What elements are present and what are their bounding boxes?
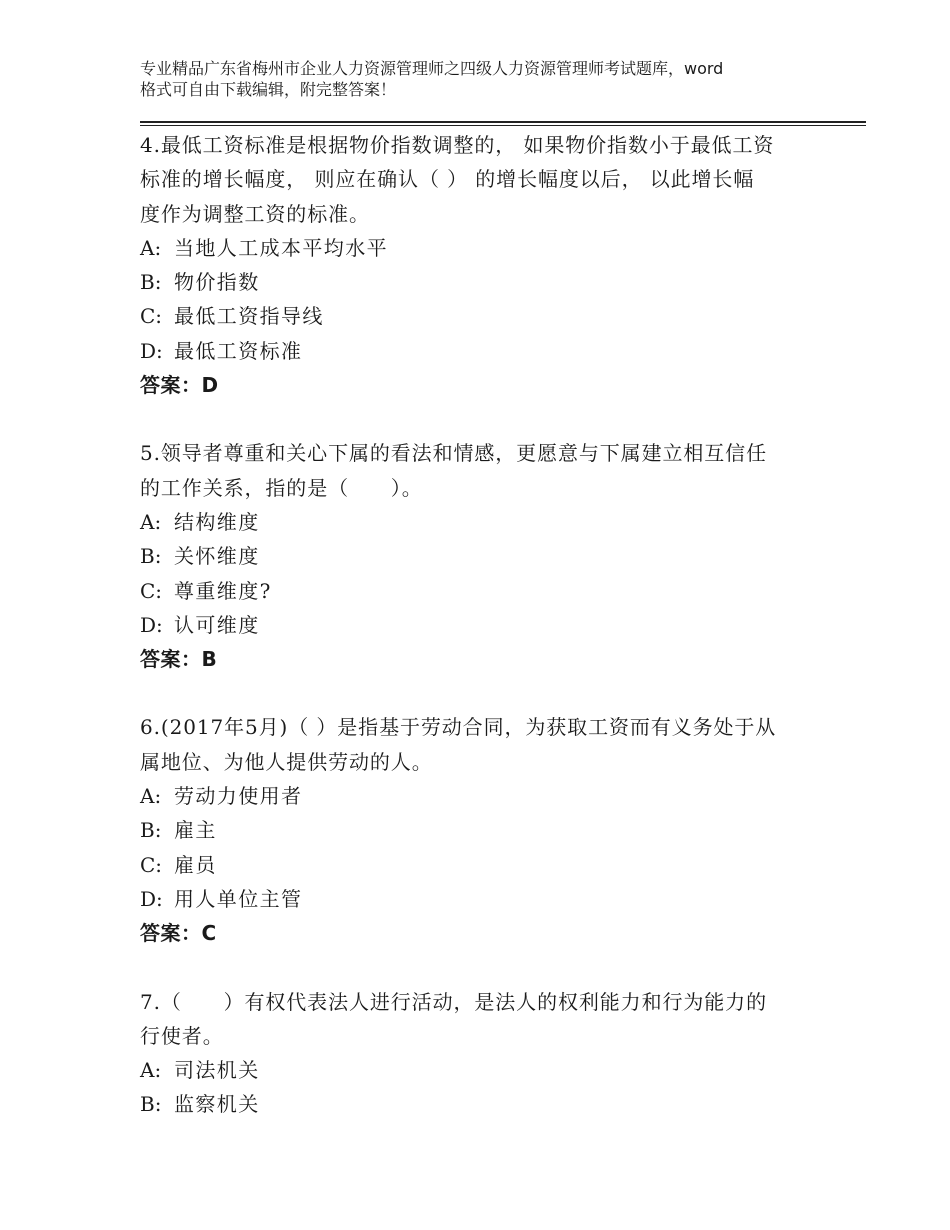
option-text: 物价指数	[174, 270, 260, 295]
option-letter: B:	[140, 1092, 162, 1117]
option-d	[140, 334, 830, 368]
option-letter: A:	[140, 784, 162, 809]
option-text: 最低工资标准	[174, 338, 303, 363]
question-stem-line: 4.最低工资标准是根据物价指数调整的， 如果物价指数小于最低工资	[140, 133, 775, 157]
answer-line: 答案：B	[140, 647, 218, 672]
option-text: 关怀维度	[174, 544, 260, 569]
option-b	[140, 265, 830, 299]
option-letter: C:	[140, 852, 163, 877]
question-spacer	[140, 951, 830, 985]
header-title-line-1: 专业精品广东省梅州市企业人力资源管理师之四级人力资源管理师考试题库，word	[140, 59, 724, 78]
option-text: 最低工资指导线	[174, 304, 324, 329]
option-text: 司法机关	[174, 1058, 260, 1083]
option-letter: B:	[140, 818, 162, 843]
question-6	[140, 710, 830, 950]
option-b	[140, 813, 830, 847]
answer-line: 答案：D	[140, 373, 219, 398]
document-header	[140, 58, 830, 100]
option-b	[140, 539, 830, 573]
question-stem-line: 7.（ ）有权代表法人进行活动，是法人的权利能力和行为能力的	[140, 989, 767, 1014]
question-spacer	[140, 676, 830, 710]
option-a	[140, 505, 830, 539]
question-stem-line: 5.领导者尊重和关心下属的看法和情感，更愿意与下属建立相互信任	[140, 441, 767, 466]
question-spacer	[140, 402, 830, 436]
question-stem-line: 属地位、为他人提供劳动的人。	[140, 749, 433, 774]
option-letter: D:	[140, 612, 163, 637]
option-letter: B:	[140, 544, 162, 569]
option-text: 监察机关	[174, 1092, 260, 1117]
option-letter: A:	[140, 1058, 162, 1083]
answer-line: 答案：C	[140, 921, 217, 946]
option-c	[140, 848, 830, 882]
question-5	[140, 436, 830, 676]
question-7	[140, 985, 830, 1122]
option-letter: D:	[140, 886, 163, 911]
question-stem-line: 度作为调整工资的标准。	[140, 201, 370, 226]
option-letter: A:	[140, 509, 162, 534]
option-a	[140, 1053, 830, 1087]
header-title-line-2: 格式可自由下载编辑，附完整答案！	[140, 80, 397, 99]
option-letter: B:	[140, 270, 162, 295]
option-letter: D:	[140, 338, 163, 363]
option-d	[140, 882, 830, 916]
question-stem-line: 标准的增长幅度， 则应在确认（ ） 的增长幅度以后， 以此增长幅	[140, 167, 755, 192]
question-list	[140, 128, 830, 1122]
header-divider-thick	[140, 121, 866, 123]
option-text: 结构维度	[174, 509, 260, 534]
option-text: 雇员	[174, 852, 217, 877]
option-text: 用人单位主管	[174, 886, 303, 911]
option-letter: C:	[140, 578, 163, 603]
option-text: 劳动力使用者	[174, 784, 303, 809]
option-a	[140, 779, 830, 813]
option-text: 雇主	[174, 818, 217, 843]
question-4	[140, 128, 830, 402]
option-text: 尊重维度?	[174, 578, 272, 603]
option-letter: C:	[140, 304, 163, 329]
question-stem-line: 的工作关系，指的是（ ）。	[140, 475, 423, 500]
option-b	[140, 1087, 830, 1121]
option-letter: A:	[140, 235, 162, 260]
question-stem-line: 6.(2017年5月)（ ）是指基于劳动合同，为获取工资而有义务处于从	[140, 715, 777, 740]
option-d	[140, 608, 830, 642]
option-c	[140, 299, 830, 333]
option-text: 认可维度	[174, 612, 260, 637]
header-divider-thin	[140, 125, 866, 126]
option-c	[140, 574, 830, 608]
option-a	[140, 231, 830, 265]
option-text: 当地人工成本平均水平	[174, 235, 388, 260]
question-stem-line: 行使者。	[140, 1023, 224, 1048]
